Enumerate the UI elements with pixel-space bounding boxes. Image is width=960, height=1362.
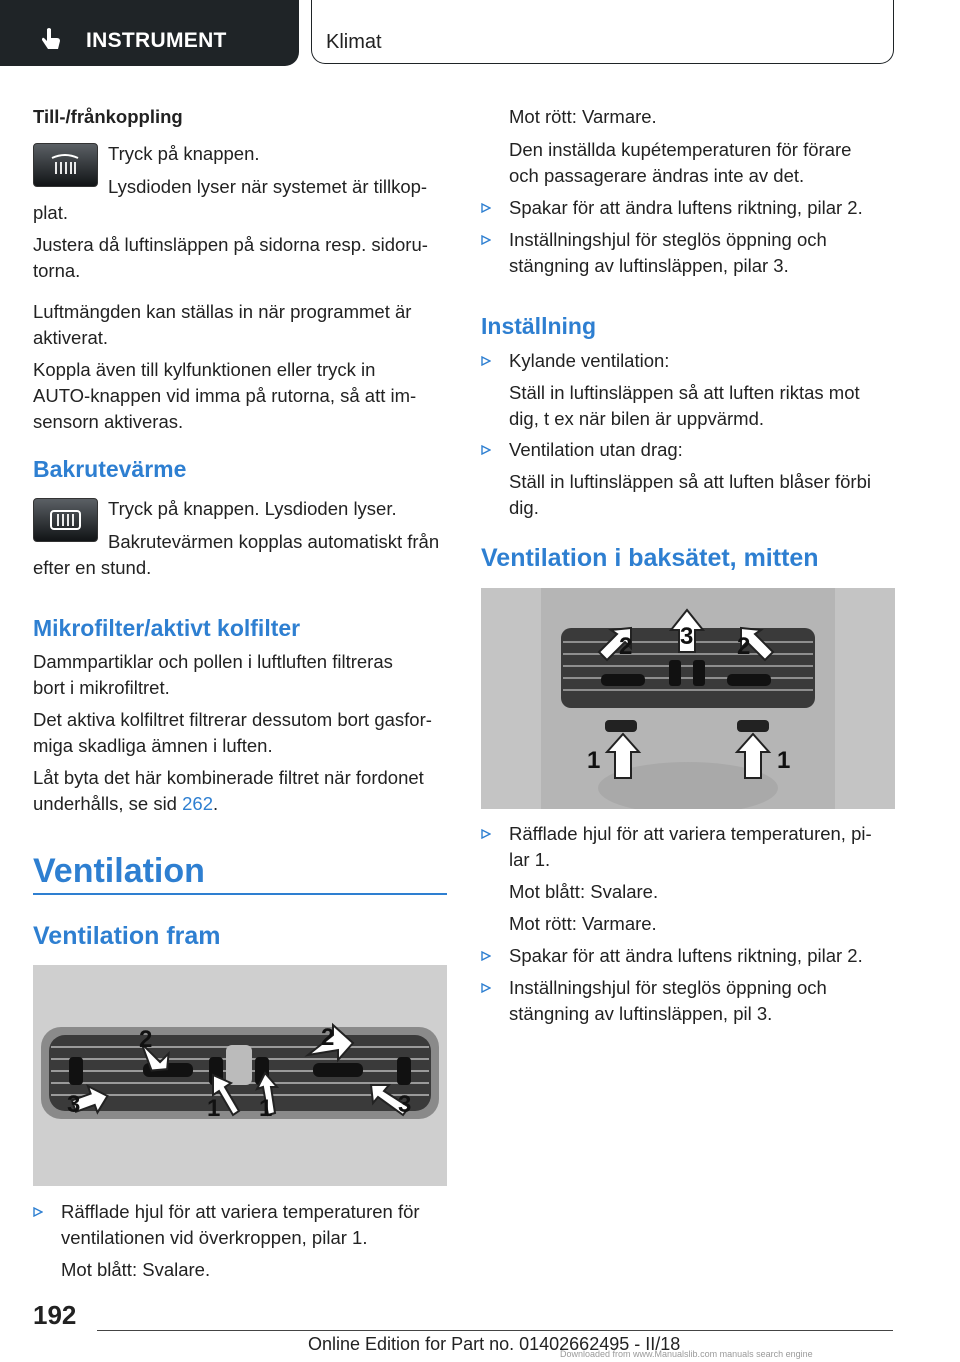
rear-heat-text-2b: efter en stund. [33, 557, 152, 578]
rear-vent-heading: Ventilation i baksätet, mitten [481, 544, 819, 572]
photo-front-label-3-right: 3 [398, 1091, 412, 1118]
filter-text-2a: Det aktiva kolfiltret filtrerar dessutom bort gasfor‐ [33, 709, 432, 730]
bullet-triangle-icon [481, 203, 491, 213]
front-note-b: och passagerare ändras inte av det. [509, 165, 805, 186]
front-blue-text: Mot blått: Svalare. [61, 1259, 211, 1280]
photo-rear-label-2-right: 2 [737, 633, 751, 660]
footer-watermark: Downloaded from www.Manualslib.com manuals search engine [560, 1349, 813, 1359]
bullet-triangle-icon [481, 951, 491, 961]
filter-text-2b: miga skadliga ämnen i luften. [33, 735, 273, 756]
photo-front-label-2-left: 2 [139, 1026, 153, 1053]
photo-rear-label-3: 3 [680, 623, 694, 650]
rear-blue-text: Mot blått: Svalare. [509, 881, 659, 902]
rear-heat-text-2a: Bakrutevärmen kopplas automatiskt från [108, 531, 440, 552]
filter-text-3b-end: . [213, 793, 219, 814]
section-tab-label: Klimat [326, 31, 382, 53]
footer-rule [97, 1330, 893, 1331]
footer-edition: Online Edition for Part no. 01402662495 - II/18 [308, 1334, 681, 1354]
front-note-a: Den inställda kupétemperaturen för förare [509, 139, 852, 160]
bullet-triangle-icon [481, 235, 491, 245]
defrost-text-3a: Justera då luftinsläppen på sidorna resp. sidoru‐ [33, 234, 428, 255]
photo-rear-label-1-left: 1 [587, 747, 601, 774]
defrost-text-1: Tryck på knappen. [108, 143, 260, 164]
page-number: 192 [33, 1300, 77, 1330]
filter-text-3b [33, 791, 218, 817]
rear-vent-photo [481, 588, 895, 809]
rear-heat-heading: Bakrutevärme [33, 456, 187, 482]
rear-bullet-3b: stängning av luftinsläppen, pil 3. [509, 1003, 773, 1024]
front-bullet-1a: Räfflade hjul för att variera temperaturen för [61, 1201, 420, 1222]
filter-text-1a: Dammpartiklar och pollen i luftluften filtreras [33, 651, 393, 672]
front-vent-photo [33, 965, 447, 1186]
defrost-text-5c: sensorn aktiveras. [33, 411, 184, 432]
defrost-heading: Till-/frånkoppling [33, 106, 183, 127]
front-bullet-1b: ventilationen vid överkroppen, pilar 1. [61, 1227, 368, 1248]
setting-heading: Inställning [481, 313, 596, 339]
defrost-text-2b: plat. [33, 202, 68, 223]
setting-bullet-2b: dig. [509, 497, 539, 518]
windshield-defrost-icon [34, 144, 97, 186]
rear-bullet-2: Spakar för att ändra luftens riktning, pilar 2. [509, 945, 863, 966]
photo-front-label-3-left: 3 [67, 1091, 81, 1118]
bullet-triangle-icon [33, 1207, 43, 1217]
page-link-262[interactable]: 262 [182, 793, 213, 814]
photo-rear-label-2-left: 2 [619, 633, 633, 660]
hand-pointer-icon [40, 27, 64, 53]
defrost-button-image [33, 143, 98, 187]
front-red-text: Mot rött: Varmare. [509, 106, 657, 127]
rear-window-heat-icon [34, 499, 97, 541]
front-vent-heading: Ventilation fram [33, 922, 221, 950]
photo-front-label-2-right: 2 [321, 1024, 335, 1051]
photo-front-label-1-right: 1 [259, 1095, 273, 1122]
filter-text-3a: Låt byta det här kombinerade filtret när fordonet [33, 767, 424, 788]
bullet-triangle-icon [481, 445, 491, 455]
photo-front-label-1-left: 1 [207, 1095, 221, 1122]
rear-bullet-3a: Inställningshjul för steglös öppning och [509, 977, 827, 998]
defrost-text-3b: torna. [33, 260, 81, 281]
front-bullet-3b: stängning av luftinsläppen, pilar 3. [509, 255, 789, 276]
front-bullet-3a: Inställningshjul för steglös öppning och [509, 229, 827, 250]
setting-bullet-1: Kylande ventilation: [509, 350, 670, 371]
rear-bullet-1b: lar 1. [509, 849, 551, 870]
filter-heading: Mikrofilter/aktivt kolfilter [33, 615, 301, 641]
ventilation-title: Ventilation [33, 852, 205, 890]
photo-rear-label-1-right: 1 [777, 747, 791, 774]
defrost-text-5b: AUTO-knappen vid imma på rutorna, så att im‐ [33, 385, 417, 406]
setting-bullet-1a: Ställ in luftinsläppen så att luften riktas mot [509, 382, 860, 403]
rear-heat-button-image [33, 498, 98, 542]
defrost-text-4b: aktiverat. [33, 327, 109, 348]
setting-bullet-1b: dig, t ex när bilen är uppvärmd. [509, 408, 765, 429]
defrost-text-4a: Luftmängden kan ställas in när programmet är [33, 301, 412, 322]
bullet-triangle-icon [481, 356, 491, 366]
filter-text-1b: bort i mikrofiltret. [33, 677, 170, 698]
bullet-triangle-icon [481, 983, 491, 993]
setting-bullet-2: Ventilation utan drag: [509, 439, 683, 460]
rear-bullet-1a: Räfflade hjul för att variera temperaturen, pi‐ [509, 823, 872, 844]
chapter-tab [0, 0, 299, 66]
rear-red-text: Mot rött: Varmare. [509, 913, 657, 934]
filter-text-3b-main: underhålls, se sid [33, 793, 183, 814]
section-tab [311, 0, 894, 64]
bullet-triangle-icon [481, 829, 491, 839]
front-bullet-2: Spakar för att ändra luftens riktning, pilar 2. [509, 197, 863, 218]
ventilation-rule [33, 893, 447, 895]
defrost-text-2a: Lysdioden lyser när systemet är tillkop‐ [108, 176, 428, 197]
chapter-tab-label: INSTRUMENT [86, 29, 227, 52]
rear-heat-text-1: Tryck på knappen. Lysdioden lyser. [108, 498, 397, 519]
setting-bullet-2a: Ställ in luftinsläppen så att luften blåser förbi [509, 471, 871, 492]
defrost-text-5a: Koppla även till kylfunktionen eller tryck in [33, 359, 376, 380]
